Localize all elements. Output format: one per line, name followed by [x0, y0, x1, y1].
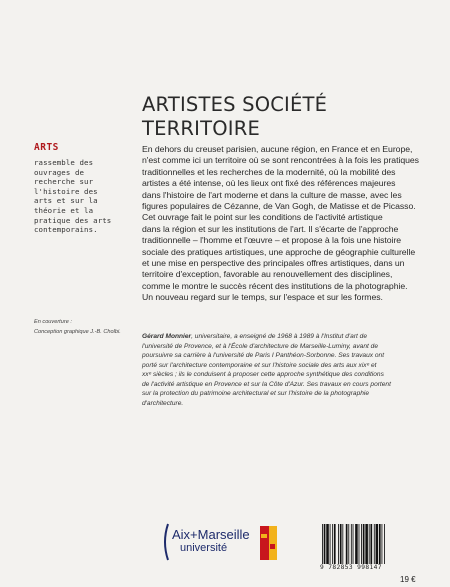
author-bio	[142, 332, 434, 408]
series-desc-line: l'histoire des	[34, 186, 98, 196]
barcode-bar	[374, 524, 375, 564]
barcode-bar	[382, 524, 383, 564]
barcode-bar	[322, 524, 323, 564]
summary-line: artistes a été intense, où les lieux ont fixé des références majeures	[142, 178, 396, 189]
summary-line: dans l'histoire de l'art moderne et dans la culture de masse, avec les	[142, 189, 402, 200]
cover-credit	[34, 318, 138, 337]
bio-line: d'architecture.	[142, 399, 184, 407]
barcode-bar	[355, 524, 358, 564]
summary-line: n'est comme ici un territoire où se sont rencontrées à la fois les pratiques	[142, 155, 419, 166]
barcode-bar	[384, 524, 385, 564]
book-summary	[142, 144, 434, 304]
barcode-bar	[342, 524, 343, 564]
barcode-bar	[334, 524, 336, 564]
summary-line: En dehors du creuset parisien, aucune région, en France et en Europe,	[142, 144, 413, 154]
isbn-number: 9 782853 998147	[320, 564, 382, 571]
barcode-bar	[338, 524, 339, 564]
book-title	[142, 93, 432, 141]
series-desc-line: contemporains.	[34, 225, 98, 235]
summary-line: figures populaires de Cézanne, de Van Gogh, de Matisse et de Picasso.	[142, 201, 416, 212]
summary-line: traditionnelles et les recherches de la modernité, où la mobilité des	[142, 166, 396, 177]
summary-line: sociale des pratiques artistiques, une approche de géographie culturelle	[142, 246, 416, 257]
barcode-bar	[353, 524, 354, 564]
barcode-bar	[340, 524, 342, 564]
series-description	[34, 158, 134, 235]
isbn-barcode	[320, 524, 420, 564]
publisher-subname: université	[180, 542, 228, 554]
author-name: Gérard Monnier	[142, 333, 192, 340]
barcode-bar	[379, 524, 381, 564]
cover-credit-line: En couverture :	[34, 319, 72, 325]
bio-line: sur la protection du patrimoine architectural et sur l'histoire de la photographie	[142, 390, 370, 397]
barcode-bar	[361, 524, 362, 564]
summary-line: Cet ouvrage fait le point sur les conditions de l'activité artistique	[142, 212, 383, 223]
publisher-logo	[160, 520, 280, 564]
summary-line: dans la région et sur les institutions de l'art. Il s'écarte de l'approche	[142, 223, 399, 234]
summary-line: territoire d'exception, favorable au renouvellement des disciplines,	[142, 269, 393, 280]
series-desc-line: rassemble des	[34, 158, 94, 167]
bio-line: l'université de Provence, et à l'École d'architecture de Marseille-Luminy, avant de	[142, 342, 379, 350]
summary-line: et une mise en perspective des principales offres artistiques, dans un	[142, 258, 405, 269]
bio-line: porté sur l'architecture contemporaine et sur l'histoire sociale des arts aux xixᵉ et	[142, 361, 377, 369]
barcode-bar	[326, 524, 329, 564]
title-line-1: ARTISTES SOCIÉTÉ	[142, 93, 328, 117]
series-desc-line: pratique des arts	[34, 215, 112, 225]
title-line-2: TERRITOIRE	[142, 117, 260, 141]
summary-line: Un nouveau regard sur le temps, sur l'espace et sur les formes.	[142, 292, 383, 303]
barcode-bar	[332, 524, 333, 564]
bio-line	[142, 332, 434, 342]
series-desc-line: théorie et la	[34, 205, 94, 215]
bio-line: xxᵉ siècles ; ils le conduisent à proposer cette approche synthétique des conditions	[142, 371, 384, 378]
summary-line: traditionnelle – l'homme et l'œuvre – et propose à la fois une histoire	[142, 235, 402, 246]
barcode-bar	[363, 524, 365, 564]
barcode-bar	[324, 524, 326, 564]
series-desc-line: arts et sur la	[34, 196, 98, 206]
price: 19 €	[400, 575, 416, 584]
barcode-bar	[346, 524, 348, 564]
series-label: ARTS	[34, 142, 59, 153]
bio-first-line-rest: , universitaire, a enseigné de 1968 à 1989 à l'Institut d'art de	[191, 333, 368, 340]
barcode-bar	[376, 524, 379, 564]
barcode-bar	[365, 524, 368, 564]
barcode-bar	[359, 524, 360, 564]
barcode-bar	[370, 524, 372, 564]
publisher-name: Aix+Marseille	[172, 527, 250, 542]
barcode-bar	[348, 524, 349, 564]
series-desc-line: recherche sur	[34, 177, 94, 187]
summary-line: comme le montre le succès récent des institutions de la photographie.	[142, 280, 408, 291]
barcode-bar	[351, 524, 352, 564]
bio-line: poursuivre sa carrière à l'université de Paris I Panthéon-Sorbonne. Ses travaux ont	[142, 352, 385, 359]
series-desc-line: ouvrages de	[34, 167, 85, 177]
barcode-bar	[330, 524, 331, 564]
cover-credit-line: Conception graphique J.-B. Cholbi.	[34, 328, 121, 335]
barcode-bar	[369, 524, 370, 564]
bio-line: de l'activité artistique en Provence et sur la Côte d'Azur. Ses travaux en cours portent	[142, 380, 391, 388]
